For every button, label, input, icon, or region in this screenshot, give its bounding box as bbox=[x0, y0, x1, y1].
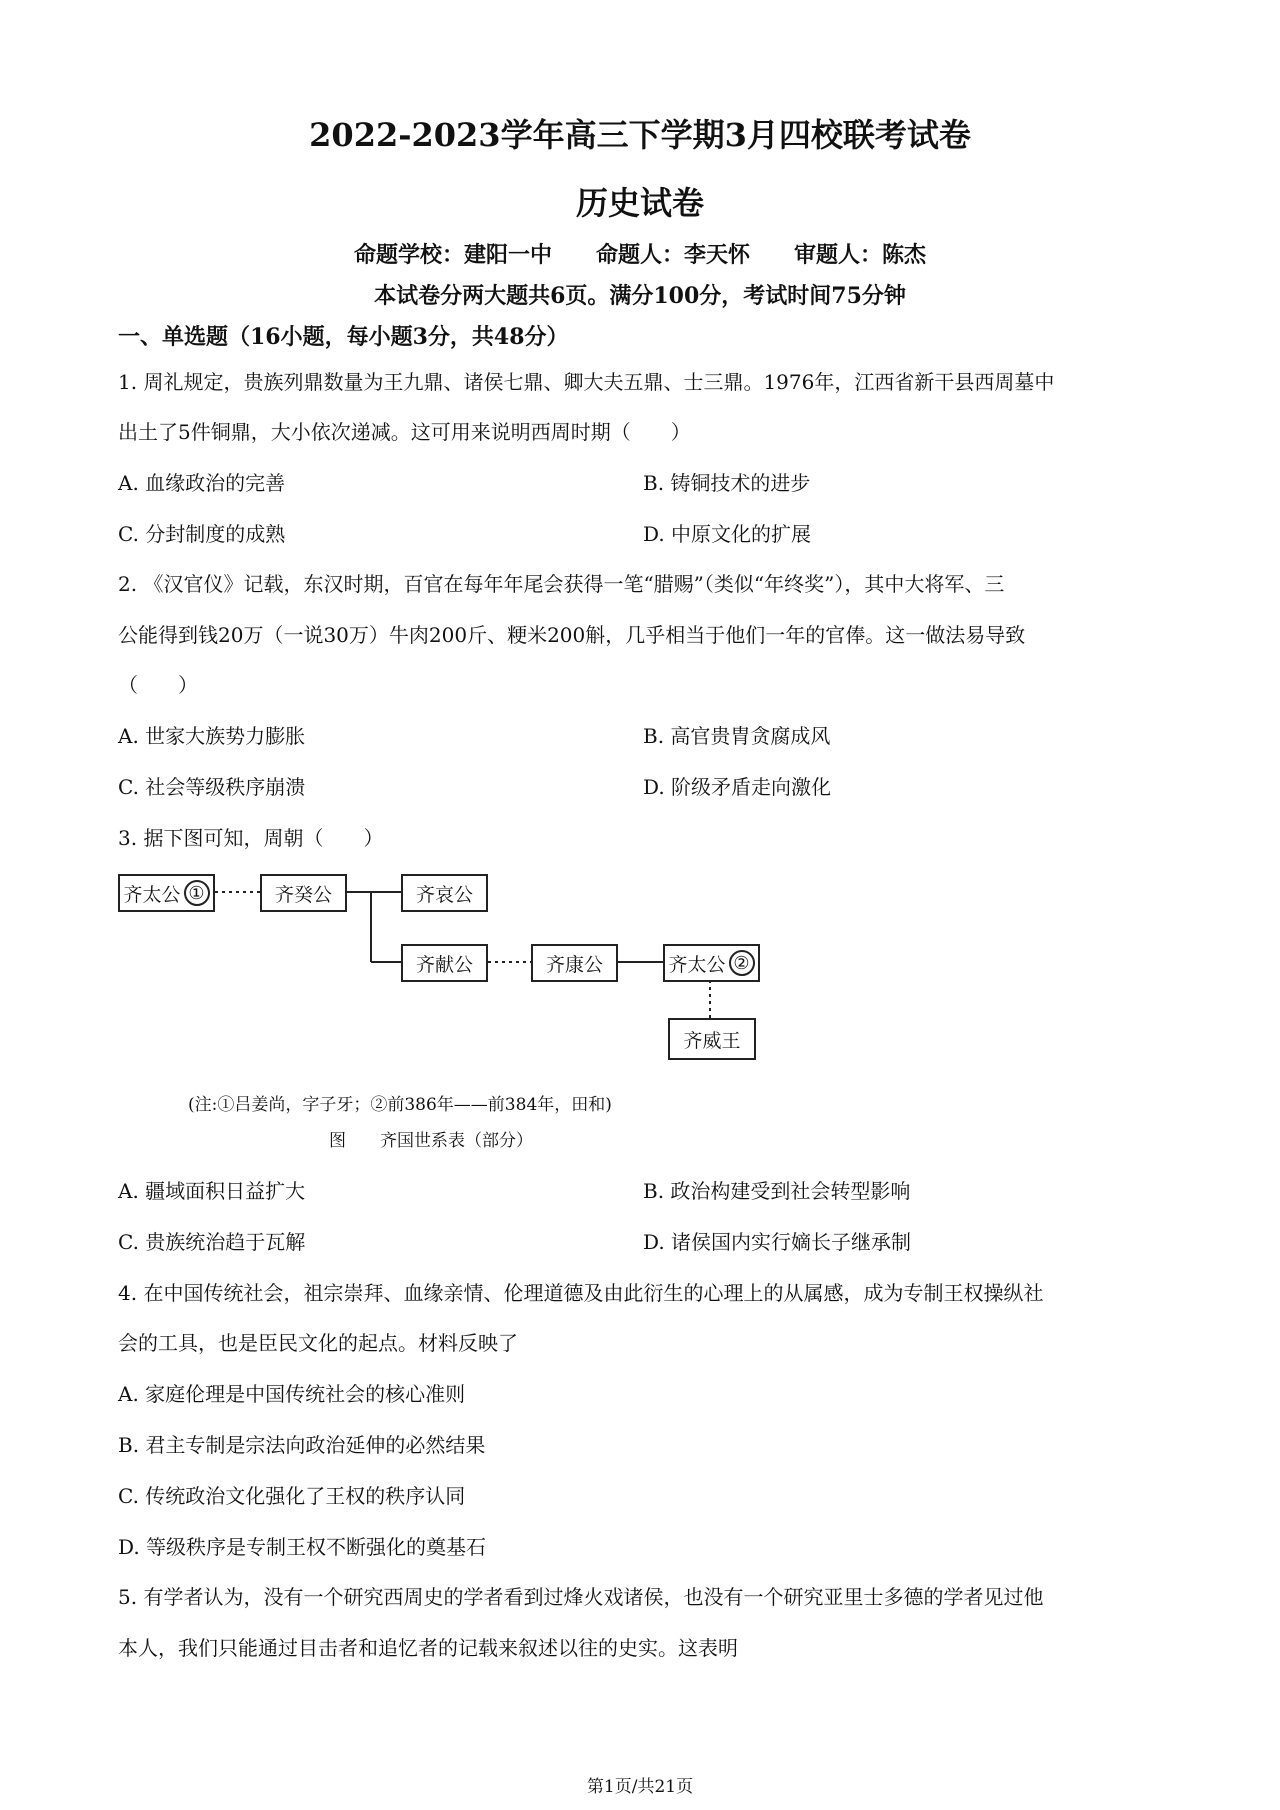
reviewer-label: 审题人：陈杰 bbox=[794, 242, 927, 268]
q3-option-b: B. 政治构建受到社会转型影响 bbox=[643, 1179, 911, 1203]
node-qi-taigong-2 bbox=[663, 944, 760, 982]
q2-stem-line2: 公能得到钱20万（一说30万）牛肉200斤、粳米200斛，几乎相当于他们一年的官俸。这一做法易导致 bbox=[118, 623, 1026, 647]
q4-option-c: C. 传统政治文化强化了王权的秩序认同 bbox=[118, 1484, 466, 1508]
q4-option-d: D. 等级秩序是专制王权不断强化的奠基石 bbox=[118, 1535, 487, 1559]
q3-option-d: D. 诸侯国内实行嫡长子继承制 bbox=[643, 1230, 912, 1254]
exam-credits bbox=[0, 238, 1280, 269]
q2-option-c: C. 社会等级秩序崩溃 bbox=[118, 775, 306, 799]
q2-option-d: D. 阶级矛盾走向激化 bbox=[643, 775, 832, 799]
diagram-caption bbox=[329, 1126, 533, 1151]
q1-stem-line2: 出土了5件铜鼎，大小依次递减。这可用来说明西周时期（ ） bbox=[118, 420, 691, 444]
node-qi-taigong-1 bbox=[118, 874, 215, 912]
q5-stem-line2: 本人，我们只能通过目击者和追忆者的记载来叙述以往的史实。这表明 bbox=[118, 1636, 738, 1660]
q4-stem-line1: 4. 在中国传统社会，祖宗崇拜、血缘亲情、伦理道德及由此衍生的心理上的从属感，成为专制王权操纵社 bbox=[118, 1281, 1044, 1305]
q1-option-a: A. 血缘政治的完善 bbox=[118, 471, 286, 495]
q2-stem-line3: （ ） bbox=[118, 673, 198, 697]
node-qi-kanggong: 齐康公 bbox=[531, 944, 618, 982]
q2-option-a: A. 世家大族势力膨胀 bbox=[118, 724, 306, 748]
exam-info: 本试卷分两大题共6页。满分100分，考试时间75分钟 bbox=[374, 283, 906, 309]
node-qi-weiwang: 齐威王 bbox=[668, 1018, 756, 1060]
genealogy-diagram bbox=[118, 868, 778, 1098]
node-label: 齐太公 bbox=[123, 883, 181, 906]
q1-stem-line1: 1. 周礼规定，贵族列鼎数量为王九鼎、诸侯七鼎、卿大夫五鼎、士三鼎。1976年，江西省新干县西周墓中 bbox=[118, 370, 1055, 394]
diagram-note: (注:①吕姜尚，字子牙；②前386年——前384年，田和) bbox=[188, 1095, 612, 1115]
q4-option-b: B. 君主专制是宗法向政治延伸的必然结果 bbox=[118, 1433, 486, 1457]
q1-option-b: B. 铸铜技术的进步 bbox=[643, 471, 811, 495]
q4-option-a: A. 家庭伦理是中国传统社会的核心准则 bbox=[118, 1382, 466, 1406]
school-label: 命题学校：建阳一中 bbox=[353, 242, 552, 268]
marker-1: ① bbox=[184, 880, 210, 906]
q3-option-c: C. 贵族统治趋于瓦解 bbox=[118, 1230, 306, 1254]
marker-2: ② bbox=[729, 950, 755, 976]
exam-title: 2022-2023学年高三下学期3月四校联考试卷 bbox=[309, 116, 971, 154]
page-footer: 第1页/共21页 bbox=[586, 1777, 694, 1797]
exam-subtitle: 历史试卷 bbox=[575, 184, 704, 222]
q5-stem-line1: 5. 有学者认为，没有一个研究西周史的学者看到过烽火戏诸侯，也没有一个研究亚里士多德的学者见过他 bbox=[118, 1585, 1044, 1609]
section-heading: 一、单选题（16小题，每小题3分，共48分） bbox=[118, 324, 569, 350]
q1-option-d: D. 中原文化的扩展 bbox=[643, 522, 812, 546]
q4-stem-line2: 会的工具，也是臣民文化的起点。材料反映了 bbox=[118, 1331, 518, 1355]
q1-option-c: C. 分封制度的成熟 bbox=[118, 522, 286, 546]
q3-stem-line1: 3. 据下图可知，周朝（ ） bbox=[118, 826, 384, 850]
node-label: 齐太公 bbox=[668, 953, 726, 976]
caption-text: 齐国世系表（部分） bbox=[380, 1131, 533, 1151]
q2-option-b: B. 高官贵胄贪腐成风 bbox=[643, 724, 831, 748]
node-qi-aigong: 齐哀公 bbox=[401, 874, 488, 912]
q2-stem-line1: 2. 《汉官仪》记载，东汉时期，百官在每年年尾会获得一笔“腊赐”（类似“年终奖”），其中大将军、三 bbox=[118, 572, 1005, 596]
node-qi-guigong: 齐癸公 bbox=[260, 874, 347, 912]
author-label: 命题人：李天怀 bbox=[595, 242, 750, 268]
q3-option-a: A. 疆域面积日益扩大 bbox=[118, 1179, 306, 1203]
caption-label: 图 bbox=[329, 1131, 346, 1151]
node-qi-xiangong: 齐献公 bbox=[401, 944, 488, 982]
